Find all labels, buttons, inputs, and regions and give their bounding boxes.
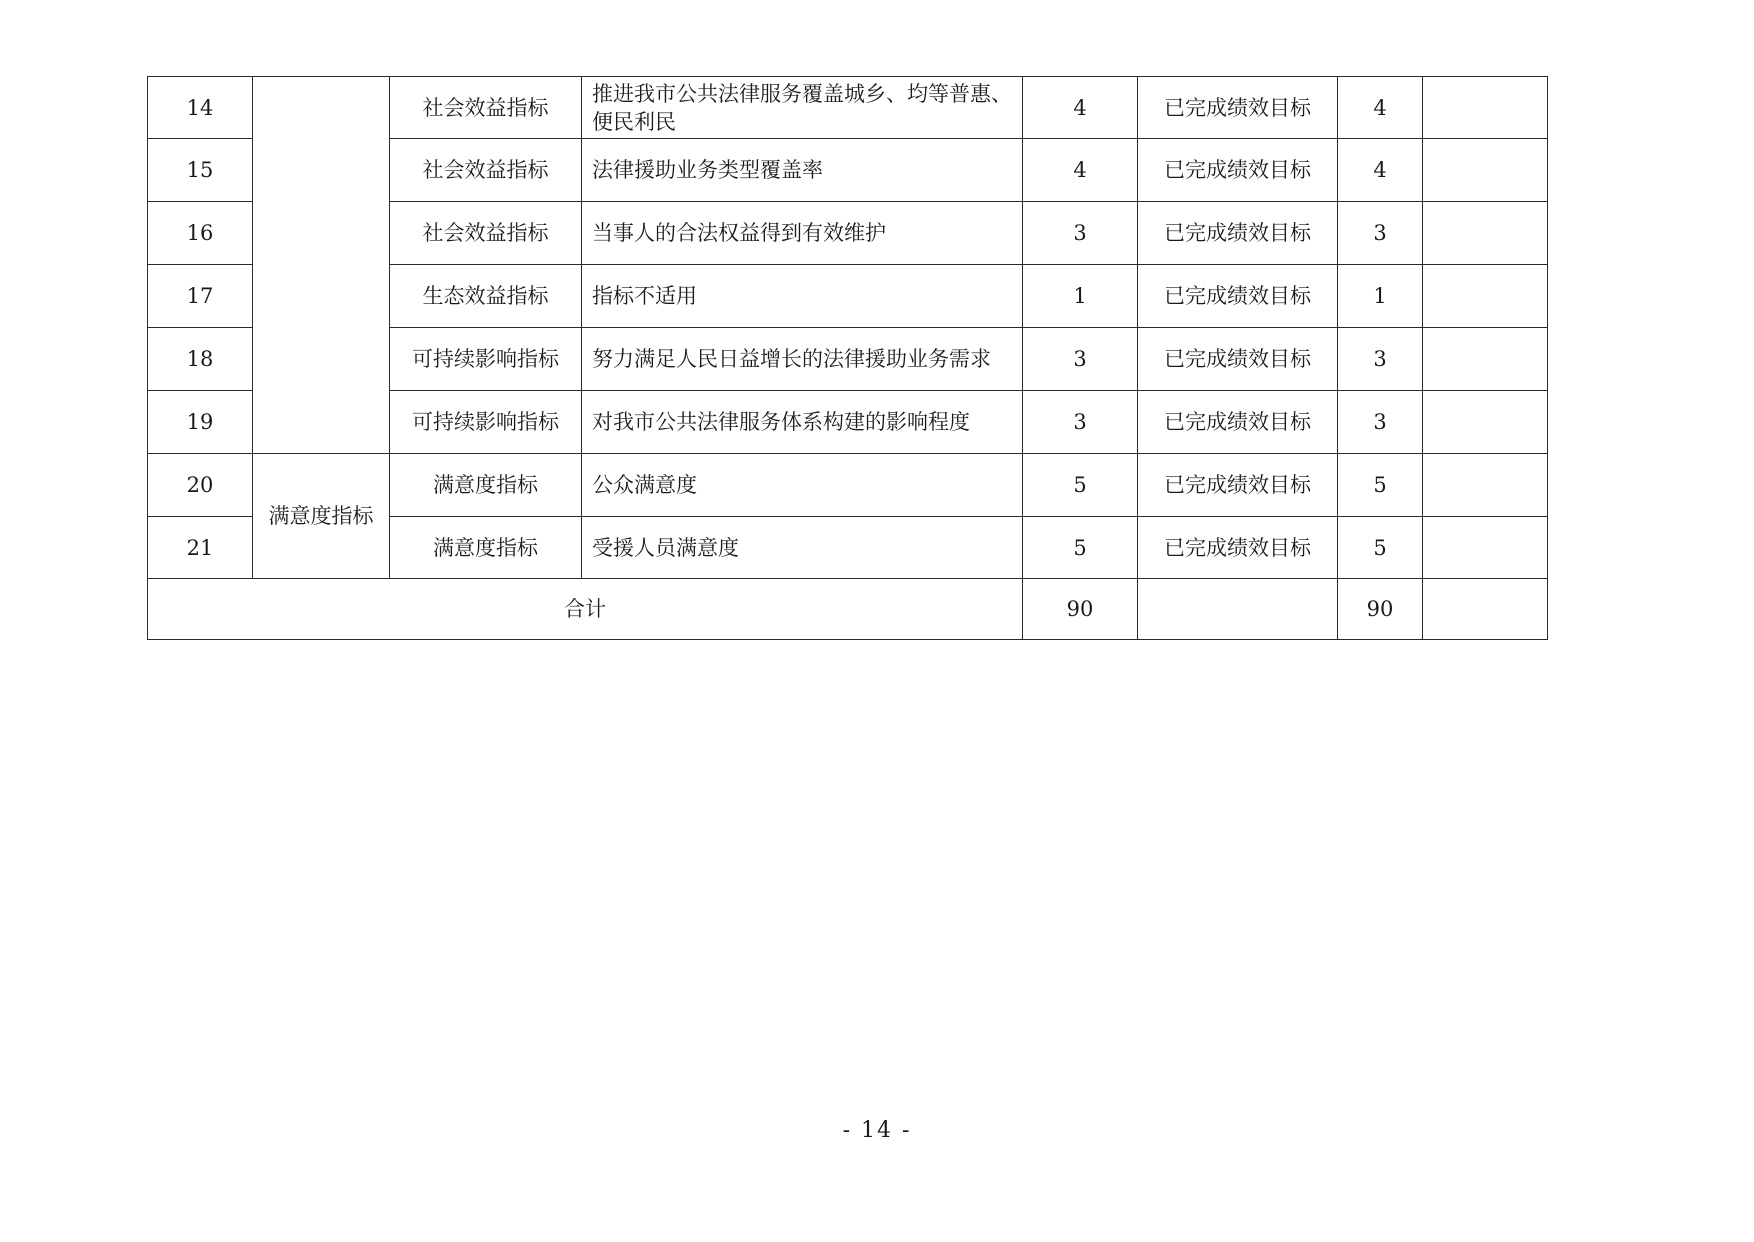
total-weight-score: 90 — [1023, 579, 1138, 640]
page-number: - 14 - — [842, 1118, 912, 1143]
weight-score: 5 — [1023, 454, 1138, 517]
remarks-cell — [1423, 77, 1548, 139]
second-level-category: 生态效益指标 — [390, 265, 582, 328]
total-awarded-score: 90 — [1338, 579, 1423, 640]
indicator-content: 推进我市公共法律服务覆盖城乡、均等普惠、便民利民 — [582, 77, 1023, 139]
second-level-category: 社会效益指标 — [390, 202, 582, 265]
weight-score: 5 — [1023, 517, 1138, 579]
completion-result: 已完成绩效目标 — [1138, 454, 1338, 517]
second-level-category: 满意度指标 — [390, 454, 582, 517]
remarks-cell — [1423, 202, 1548, 265]
completion-result: 已完成绩效目标 — [1138, 265, 1338, 328]
indicator-content: 当事人的合法权益得到有效维护 — [582, 202, 1023, 265]
completion-result: 已完成绩效目标 — [1138, 202, 1338, 265]
weight-score: 4 — [1023, 139, 1138, 202]
row-number: 16 — [148, 202, 253, 265]
indicator-content: 公众满意度 — [582, 454, 1023, 517]
completion-result: 已完成绩效目标 — [1138, 77, 1338, 139]
weight-score: 3 — [1023, 202, 1138, 265]
weight-score: 1 — [1023, 265, 1138, 328]
total-row — [148, 579, 1548, 640]
remarks-cell — [1423, 328, 1548, 391]
completion-result: 已完成绩效目标 — [1138, 139, 1338, 202]
completion-result: 已完成绩效目标 — [1138, 391, 1338, 454]
awarded-score: 1 — [1338, 265, 1423, 328]
second-level-category: 满意度指标 — [390, 517, 582, 579]
row-number: 19 — [148, 391, 253, 454]
awarded-score: 4 — [1338, 77, 1423, 139]
completion-result: 已完成绩效目标 — [1138, 328, 1338, 391]
remarks-cell — [1423, 265, 1548, 328]
indicator-content: 受援人员满意度 — [582, 517, 1023, 579]
table-row — [148, 77, 1548, 139]
row-number: 20 — [148, 454, 253, 517]
awarded-score: 5 — [1338, 517, 1423, 579]
second-level-category: 可持续影响指标 — [390, 391, 582, 454]
row-number: 15 — [148, 139, 253, 202]
awarded-score: 3 — [1338, 391, 1423, 454]
first-level-category-cell — [253, 77, 390, 454]
table-row — [148, 454, 1548, 517]
row-number: 17 — [148, 265, 253, 328]
weight-score: 3 — [1023, 328, 1138, 391]
weight-score: 3 — [1023, 391, 1138, 454]
remarks-cell — [1423, 391, 1548, 454]
total-label: 合计 — [148, 579, 1023, 640]
awarded-score: 3 — [1338, 202, 1423, 265]
awarded-score: 5 — [1338, 454, 1423, 517]
indicator-content: 指标不适用 — [582, 265, 1023, 328]
weight-score: 4 — [1023, 77, 1138, 139]
remarks-cell — [1423, 517, 1548, 579]
awarded-score: 4 — [1338, 139, 1423, 202]
first-level-category: 满意度指标 — [253, 454, 390, 579]
indicator-content: 对我市公共法律服务体系构建的影响程度 — [582, 391, 1023, 454]
second-level-category: 社会效益指标 — [390, 77, 582, 139]
completion-result: 已完成绩效目标 — [1138, 517, 1338, 579]
performance-table — [147, 76, 1548, 640]
row-number: 18 — [148, 328, 253, 391]
remarks-cell — [1423, 139, 1548, 202]
row-number: 21 — [148, 517, 253, 579]
total-remarks-cell — [1423, 579, 1548, 640]
indicator-content: 法律援助业务类型覆盖率 — [582, 139, 1023, 202]
remarks-cell — [1423, 454, 1548, 517]
second-level-category: 社会效益指标 — [390, 139, 582, 202]
awarded-score: 3 — [1338, 328, 1423, 391]
second-level-category: 可持续影响指标 — [390, 328, 582, 391]
total-result-cell — [1138, 579, 1338, 640]
indicator-content: 努力满足人民日益增长的法律援助业务需求 — [582, 328, 1023, 391]
row-number: 14 — [148, 77, 253, 139]
